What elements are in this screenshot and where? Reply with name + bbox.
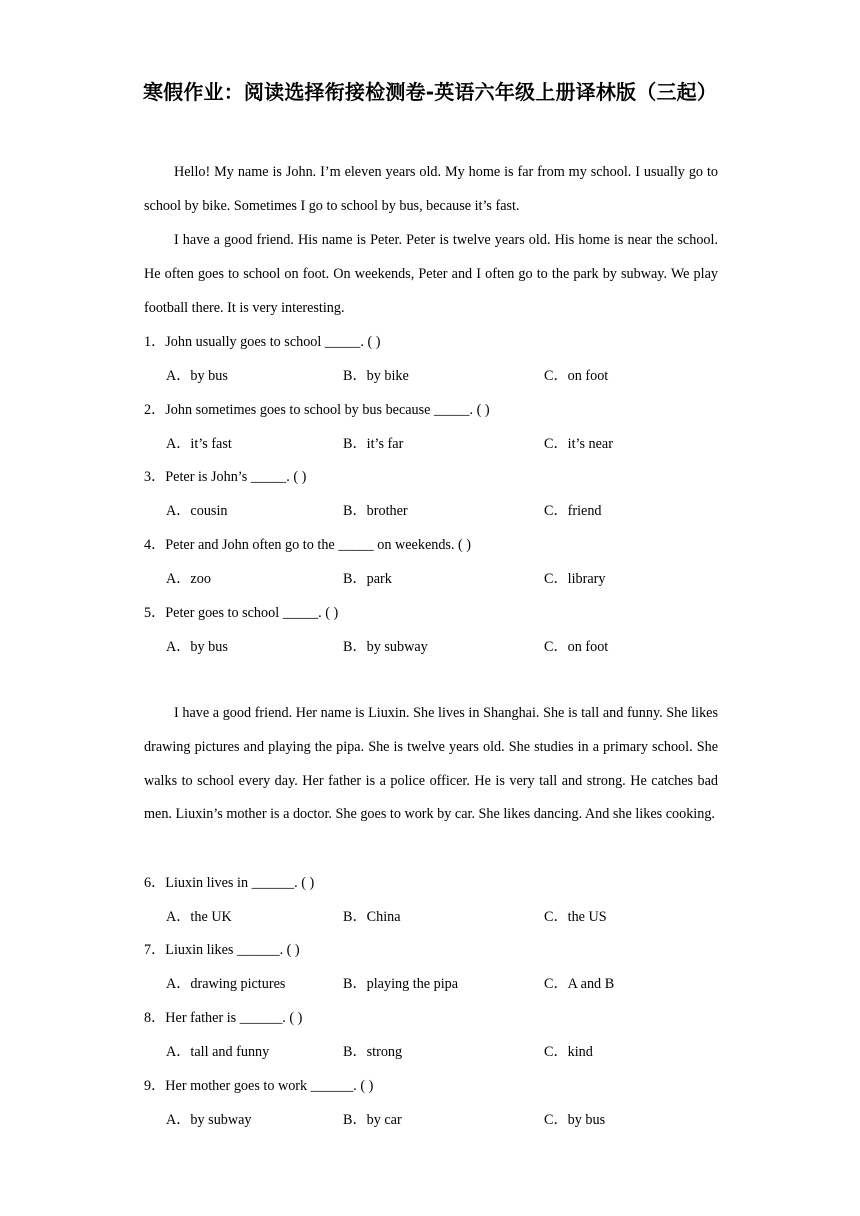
question-5-option-b: B．by subway: [343, 639, 428, 655]
question-9-options: [166, 1110, 726, 1130]
question-9-option-c: C．by bus: [544, 1112, 606, 1128]
question-7-option-b: B．playing the pipa: [343, 976, 459, 992]
question-4-option-b: B．park: [343, 571, 392, 587]
question-2-stem: 2．John sometimes goes to school by bus because _____. ( ): [144, 402, 490, 418]
question-3-option-c: C．friend: [544, 503, 602, 519]
question-2-options: [166, 434, 726, 454]
question-7-option-a: A．drawing pictures: [166, 976, 286, 992]
question-7-option-c: C．A and B: [544, 976, 615, 992]
question-7-stem: 7．Liuxin likes ______. ( ): [144, 942, 300, 958]
page-title: 寒假作业：阅读选择衔接检测卷-英语六年级上册译林版（三起）: [142, 80, 718, 104]
question-3-options: [166, 501, 726, 521]
question-3-stem: 3．Peter is John’s _____. ( ): [144, 469, 307, 485]
question-8-stem: 8．Her father is ______. ( ): [144, 1010, 303, 1026]
question-1-option-a: A．by bus: [166, 368, 228, 384]
question-3-option-a: A．cousin: [166, 503, 228, 519]
question-5-option-c: C．on foot: [544, 639, 609, 655]
question-2-option-b: B．it’s far: [343, 436, 404, 452]
question-4-stem: 4．Peter and John often go to the _____ on weekends. ( ): [144, 537, 472, 553]
question-6-option-a: A．the UK: [166, 909, 232, 925]
question-1-stem: 1．John usually goes to school _____. ( ): [144, 334, 381, 350]
question-4-options: [166, 569, 726, 589]
question-9-option-a: A．by subway: [166, 1112, 252, 1128]
question-5-options: [166, 637, 726, 657]
question-4-option-c: C．library: [544, 571, 606, 587]
passage-2-paragraph-1: I have a good friend. Her name is Liuxin. She lives in Shanghai. She is tall and funny. She likes drawing pictures and playing the pipa. She is twelve years old. She studies in a primary school. She walks to school every day. Her father is a police officer. He is very tall and strong. He catches bad men. Liuxin’s mother is a doctor. She goes to work by car. She likes dancing. And she likes cooking.: [144, 705, 718, 823]
passage-1-paragraph-2: I have a good friend. His name is Peter. Peter is twelve years old. His home is near the school. He often goes to school on foot. On weekends, Peter and I often go to the park by subway. We play football there. It is very interesting.: [144, 232, 718, 316]
question-7-options: [166, 974, 726, 994]
question-8-option-c: C．kind: [544, 1044, 593, 1060]
question-1-option-c: C．on foot: [544, 368, 609, 384]
question-8-option-a: A．tall and funny: [166, 1044, 270, 1060]
question-6-option-c: C．the US: [544, 909, 607, 925]
question-8-option-b: B．strong: [343, 1044, 403, 1060]
passage-1-paragraph-1: Hello! My name is John. I’m eleven years old. My home is far from my school. I usually go to school by bike. Sometimes I go to school by bus, because it’s fast.: [144, 164, 718, 214]
question-6-option-b: B．China: [343, 909, 401, 925]
question-4-option-a: A．zoo: [166, 571, 211, 587]
question-6-options: [166, 907, 726, 927]
question-1-options: [166, 366, 726, 386]
question-2-option-a: A．it’s fast: [166, 436, 232, 452]
question-5-option-a: A．by bus: [166, 639, 228, 655]
question-5-stem: 5．Peter goes to school _____. ( ): [144, 605, 339, 621]
question-2-option-c: C．it’s near: [544, 436, 613, 452]
question-1-option-b: B．by bike: [343, 368, 409, 384]
question-6-stem: 6．Liuxin lives in ______. ( ): [144, 875, 315, 891]
question-8-options: [166, 1042, 726, 1062]
question-3-option-b: B．brother: [343, 503, 408, 519]
question-9-option-b: B．by car: [343, 1112, 402, 1128]
question-9-stem: 9．Her mother goes to work ______. ( ): [144, 1078, 374, 1094]
